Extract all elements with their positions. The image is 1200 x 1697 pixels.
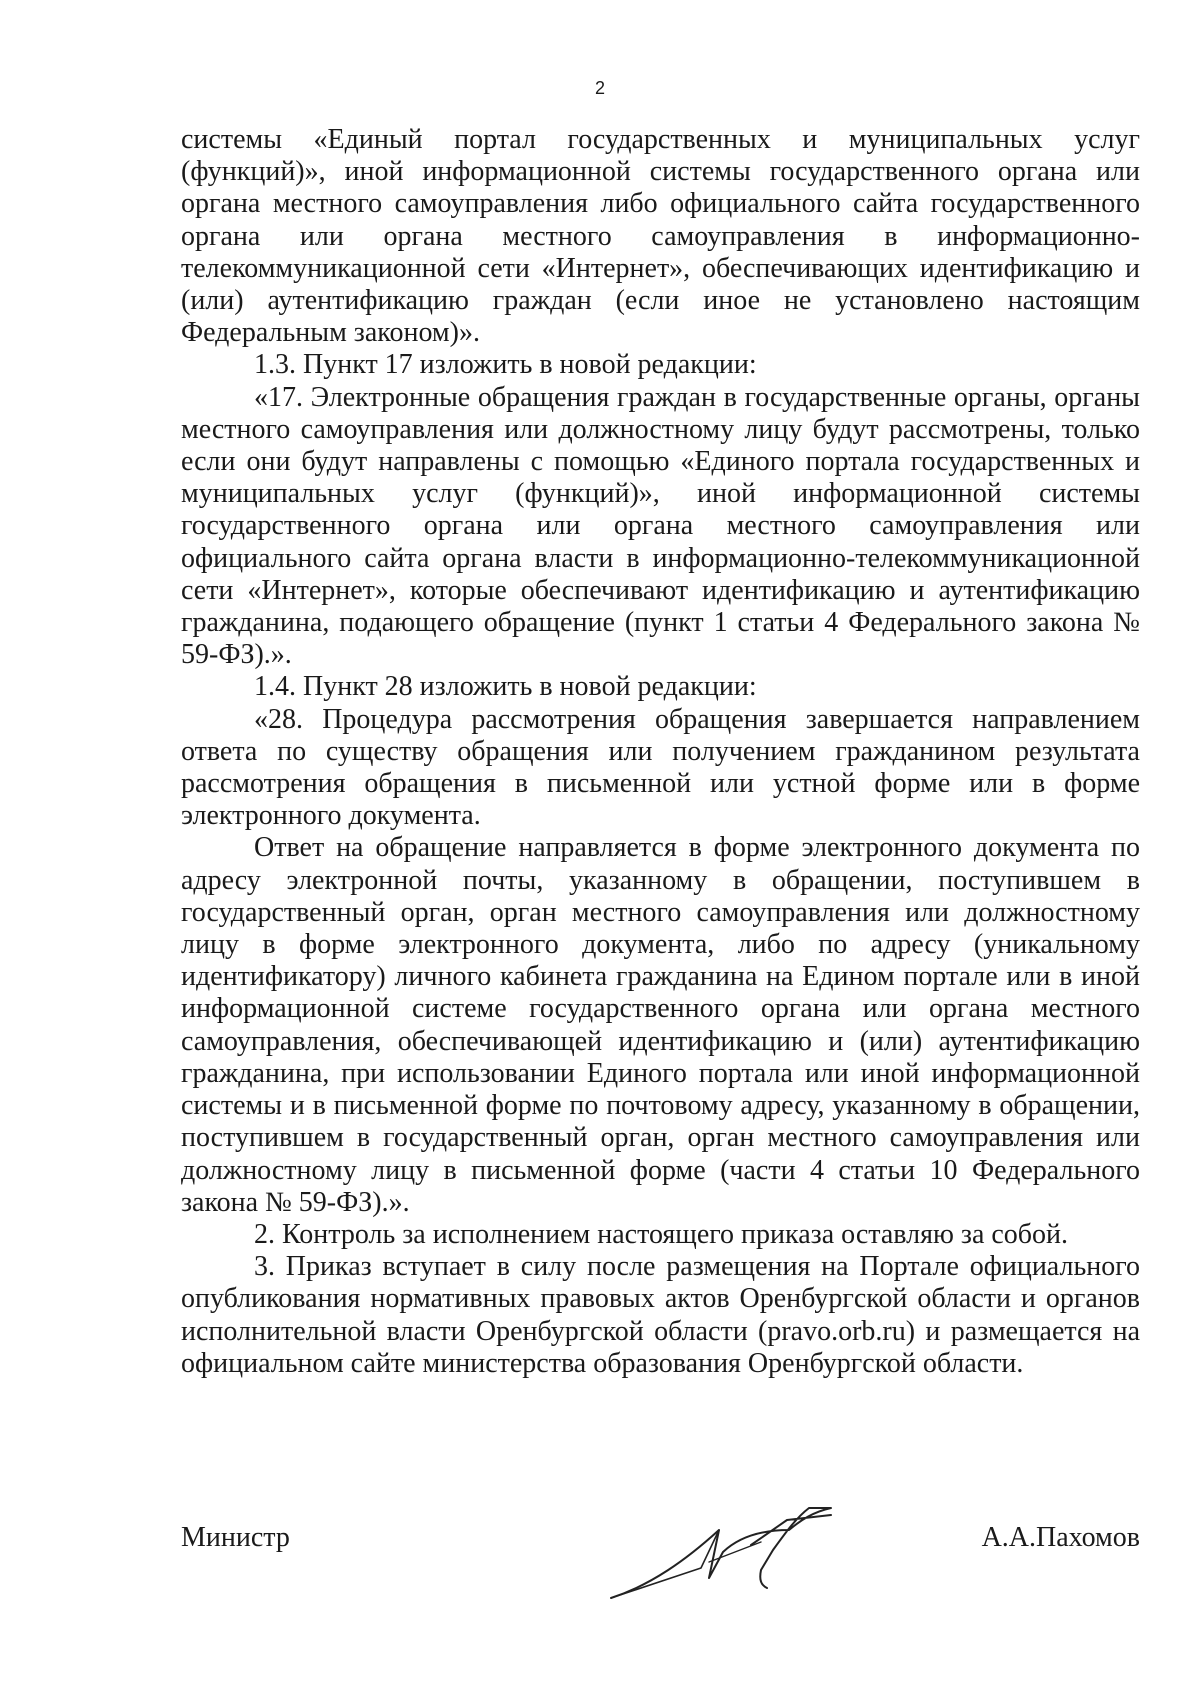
paragraph-item-3: 3. Приказ вступает в силу после размещения на Портале официального опубликования нормативных правовых актов Оренбургской области и органов исполнительной власти Оренбургской области (pravo.orb.ru) и размещается на официальном сайте министерства образования Оренбургской области.	[181, 1251, 1140, 1379]
paragraph-point-28: «28. Процедура рассмотрения обращения завершается направлением ответа по существу обращения или получением гражданином результата рассмотрения обращения в письменной или устной форме или в форме электронного документа.	[181, 703, 1140, 832]
signatory-name: А.А.Пахомов	[981, 1522, 1140, 1553]
paragraph-point-17: «17. Электронные обращения граждан в государственные органы, органы местного самоуправления или должностному лицу будут рассмотрены, только если они будут направлены с помощью «Единого портала государственных и муниципальных услуг (функций)», иной информационной системы государственного органа или органа местного самоуправления или официального сайта органа власти в информационно-телекоммуникационной сети «Интернет», которые обеспечивают идентификацию и аутентификацию гражданина, подающего обращение (пункт 1 статьи 4 Федерального закона № 59-ФЗ).».	[181, 381, 1140, 671]
signature-block	[181, 1490, 1140, 1610]
paragraph-item-2: 2. Контроль за исполнением настоящего приказа оставляю за собой.	[254, 1218, 1069, 1250]
paragraph-answer-procedure: Ответ на обращение направляется в форме электронного документа по адресу электронной почты, указанному в обращении, поступившем в государственный орган, орган местного самоуправления или должностному лицу в форме электронного документа, либо по адресу (уникальному идентификатору) личного кабинета гражданина на Едином портале или в иной информационной системе государственного органа или органа местного самоуправления, обеспечивающей идентификацию и (или) аутентификацию гражданина, при использовании Единого портала или иной информационной системы и в письменной форме по почтовому адресу, указанному в обращении, поступившем в государственный орган, орган местного самоуправления или должностному лицу в письменной форме (части 4 статьи 10 Федерального закона № 59-ФЗ).».	[181, 832, 1140, 1218]
page-number: 2	[594, 78, 605, 98]
handwritten-signature	[591, 1490, 841, 1610]
document-body	[181, 124, 1140, 1380]
paragraph-item-1-3: 1.3. Пункт 17 изложить в новой редакции:	[254, 349, 757, 381]
paragraph-item-1-4: 1.4. Пункт 28 изложить в новой редакции:	[254, 671, 757, 703]
paragraph-continuation: системы «Единый портал государственных и муниципальных услуг (функций)», иной информационной системы государственного органа или органа местного самоуправления либо официального сайта государственного органа или органа местного самоуправления в информационно-телекоммуникационной сети «Интернет», обеспечивающих идентификацию и (или) аутентификацию граждан (если иное не установлено настоящим Федеральным законом)».	[181, 124, 1140, 349]
signatory-title: Министр	[181, 1522, 290, 1553]
